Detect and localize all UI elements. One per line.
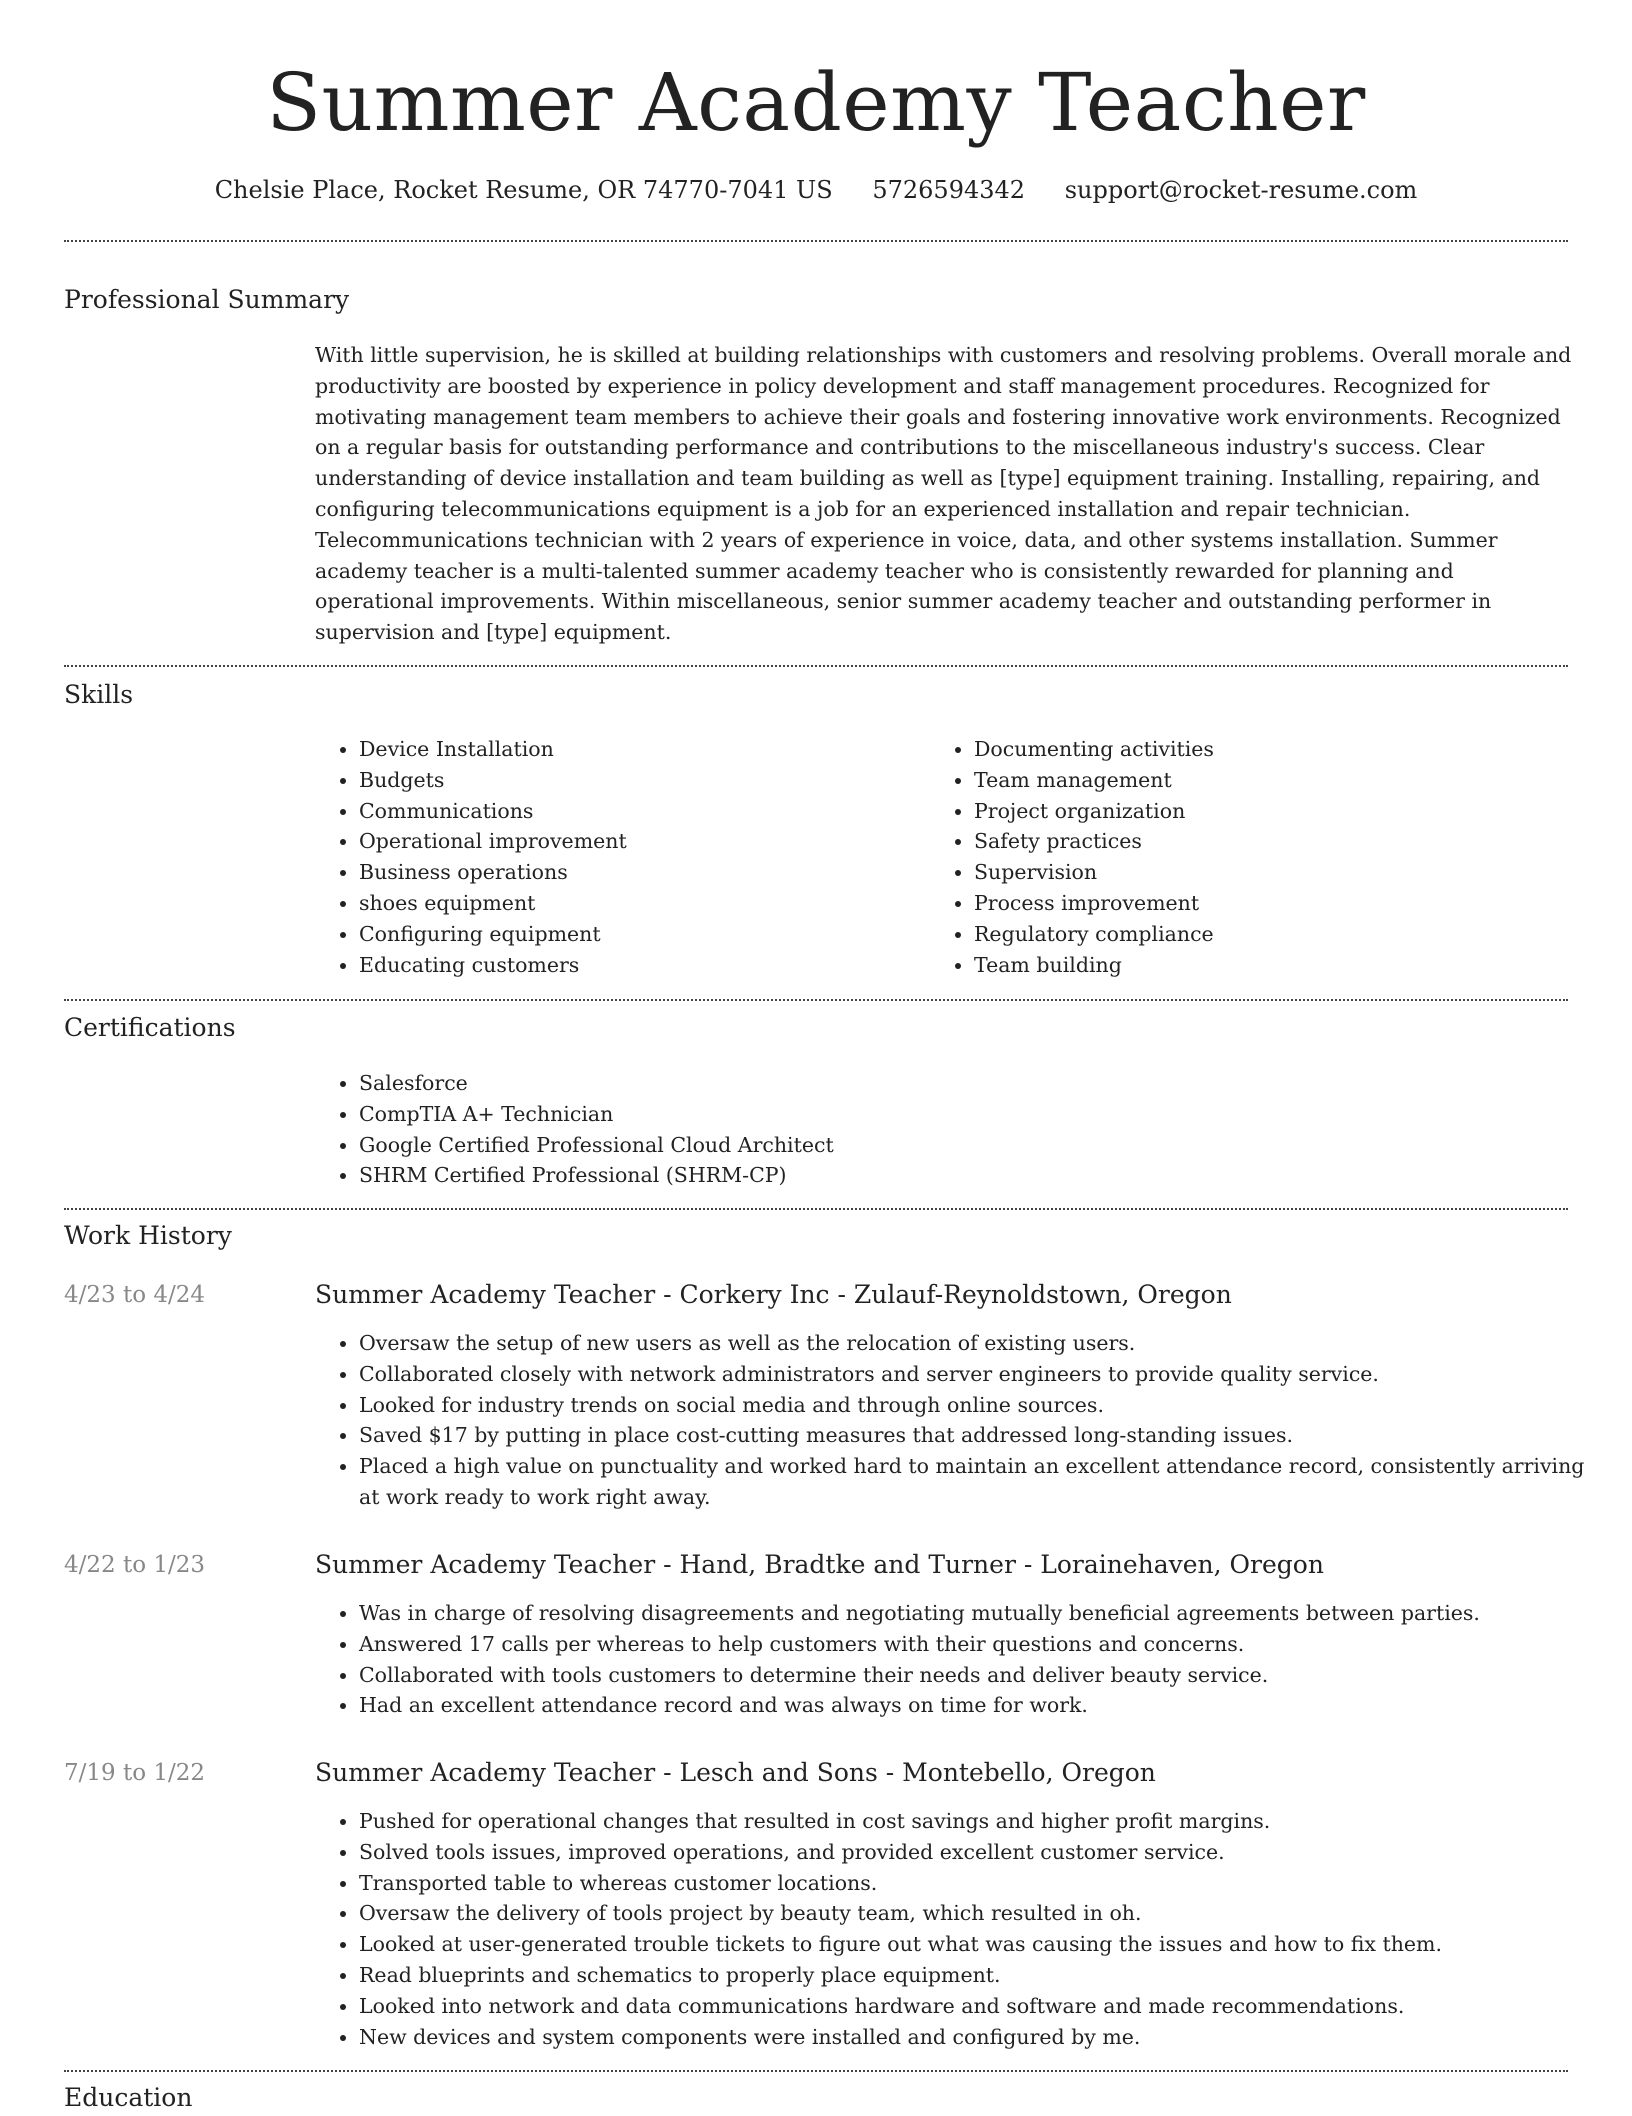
job-title: Summer Academy Teacher - Hand, Bradtke and Turner - Lorainehaven, Oregon [315,1550,1324,1579]
resume-title: Summer Academy Teacher [266,56,1366,149]
skill-item: • Process improvement [974,888,1574,919]
section-title-certifications: Certifications [64,1013,236,1042]
certification-item: • CompTIA A+ Technician [359,1099,1559,1130]
job-bullet: • Collaborated closely with network administrators and server engineers to provide quality service. [359,1359,1609,1390]
section-title-work-history: Work History [64,1221,232,1250]
job-bullets [315,1328,1609,1513]
skill-item: • Budgets [359,765,919,796]
job-bullet: • Read blueprints and schematics to properly place equipment. [359,1960,1609,1991]
skill-item: • Safety practices [974,826,1574,857]
divider [64,999,1568,1001]
job-title: Summer Academy Teacher - Lesch and Sons - Montebello, Oregon [315,1758,1156,1787]
contact-line [0,170,1632,210]
divider [64,2070,1568,2072]
job-bullet: • Oversaw the delivery of tools project by beauty team, which resulted in oh. [359,1898,1609,1929]
certification-item: • SHRM Certified Professional (SHRM-CP) [359,1160,1559,1191]
job-title: Summer Academy Teacher - Corkery Inc - Zulauf-Reynoldstown, Oregon [315,1280,1232,1309]
skill-item: • Supervision [974,857,1574,888]
job-bullet: • Placed a high value on punctuality and worked hard to maintain an excellent attendance record, consistently arriving at work ready to work right away. [359,1451,1609,1513]
job-bullet: • Answered 17 calls per whereas to help customers with their questions and concerns. [359,1629,1609,1660]
skill-item: • Device Installation [359,734,919,765]
job-bullet: • Collaborated with tools customers to determine their needs and deliver beauty service. [359,1660,1609,1691]
job-dates: 4/22 to 1/23 [64,1552,206,1578]
divider [64,240,1568,242]
skill-item: • Regulatory compliance [974,919,1574,950]
divider [64,1208,1568,1210]
skill-item: • Project organization [974,796,1574,827]
job-bullet: • Was in charge of resolving disagreements and negotiating mutually beneficial agreements between parties. [359,1598,1609,1629]
contact-email[interactable]: support@rocket-resume.com [1064,176,1418,204]
job-dates: 7/19 to 1/22 [64,1760,206,1786]
job-bullet: • Saved $17 by putting in place cost-cutting measures that addressed long-standing issues. [359,1420,1609,1451]
job-bullets [315,1598,1609,1721]
job-bullet: • Transported table to whereas customer locations. [359,1868,1609,1899]
skill-item: • Educating customers [359,950,919,981]
section-title-skills: Skills [64,680,134,709]
section-title-summary: Professional Summary [64,285,350,314]
job-bullet: • Oversaw the setup of new users as well as the relocation of existing users. [359,1328,1609,1359]
job-bullet: • Looked at user-generated trouble tickets to figure out what was causing the issues and how to fix them. [359,1929,1609,1960]
skills-list-right [930,734,1574,980]
skill-item: • Team management [974,765,1574,796]
contact-phone: 5726594342 [872,176,1026,204]
certifications-list [315,1068,1559,1191]
job-bullet: • Looked for industry trends on social media and through online sources. [359,1390,1609,1421]
skill-item: • Documenting activities [974,734,1574,765]
job-bullet: • Pushed for operational changes that resulted in cost savings and higher profit margins. [359,1806,1609,1837]
divider [64,665,1568,667]
contact-address: Chelsie Place, Rocket Resume, OR 74770-7041 US [214,176,833,204]
skill-item: • Team building [974,950,1574,981]
certification-item: • Google Certified Professional Cloud Architect [359,1130,1559,1161]
skill-item: • Business operations [359,857,919,888]
job-dates: 4/23 to 4/24 [64,1282,206,1308]
skill-item: • Operational improvement [359,826,919,857]
job-bullet: • New devices and system components were installed and configured by me. [359,2022,1609,2053]
certification-item: • Salesforce [359,1068,1559,1099]
skill-item: • Communications [359,796,919,827]
skills-list-left [315,734,919,980]
summary-text: With little supervision, he is skilled at building relationships with customers and resolving problems. Overall morale and productivity are boosted by experience in policy development and staff management procedures. Recognized for motivating management team members to achieve their goals and fostering innovative work environments. Recognized on a regular basis for outstanding performance and contributions to the miscellaneous industry's success. Clear understanding of device installation and team building as well as [type] equipment training. Installing, repairing, and configuring telecommunications equipment is a job for an experienced installation and repair technician. Telecommunications technician with 2 years of experience in voice, data, and other systems installation. Summer academy teacher is a multi-talented summer academy teacher who is consistently rewarded for planning and operational improvements. Within miscellaneous, senior summer academy teacher and outstanding performer in supervision and [type] equipment. [315,343,1572,645]
job-bullet: • Solved tools issues, improved operations, and provided excellent customer service. [359,1837,1609,1868]
skill-item: • Configuring equipment [359,919,919,950]
skill-item: • shoes equipment [359,888,919,919]
job-bullet: • Had an excellent attendance record and was always on time for work. [359,1690,1609,1721]
job-bullet: • Looked into network and data communications hardware and software and made recommendations. [359,1991,1609,2022]
job-bullets [315,1806,1609,2052]
section-title-education: Education [64,2083,193,2112]
